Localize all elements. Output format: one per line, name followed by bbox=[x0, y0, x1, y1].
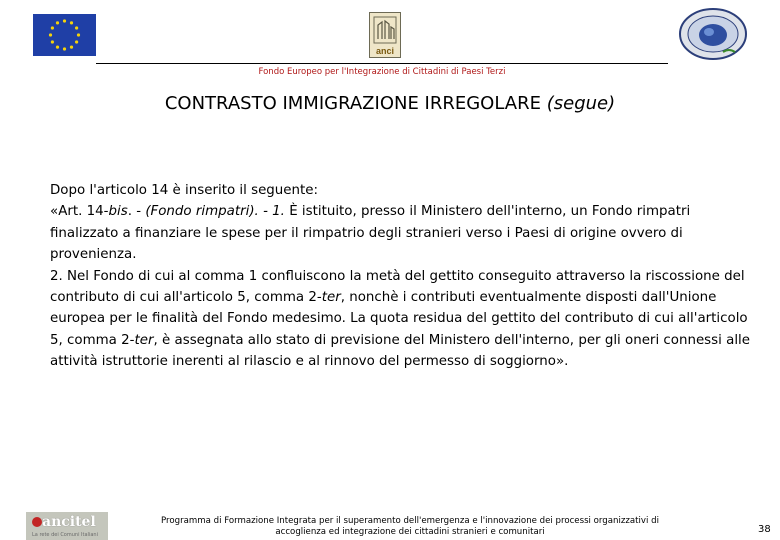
anci-logo bbox=[369, 12, 401, 58]
ancitel-logo bbox=[26, 512, 108, 540]
anci-emblem-icon bbox=[370, 13, 400, 47]
article-body bbox=[50, 180, 750, 373]
anci-logo-text: anci bbox=[375, 46, 394, 56]
intro-line: Dopo l'articolo 14 è inserito il seguente: bbox=[50, 183, 319, 198]
ancitel-mark-icon bbox=[32, 517, 42, 527]
paragraph-1-text: È istituito, presso il Ministero dell'interno, un Fondo rimpatri finalizzato a finanziare le spese per il rimpatrio degli stranieri verso i Paesi di origine ovvero di provenienza. bbox=[50, 204, 691, 263]
ter-term: ter bbox=[134, 332, 154, 348]
paragraph-2-part-b: , nonchè i contributi eventualmente disposti dall'Unione europea per le finalità del Fondo medesimo. La quota residua del gettito del contributo di cui all'articolo 5, comma 2- bbox=[50, 290, 748, 348]
article-dash: . - bbox=[127, 204, 146, 220]
fund-title: Fondo Europeo per l'Integrazione di Cittadini di Paesi Terzi bbox=[258, 67, 506, 77]
page-number: 38 bbox=[758, 524, 771, 535]
footer-program-text bbox=[120, 516, 700, 538]
article-bis: bis bbox=[108, 204, 128, 220]
seal-emblem-icon bbox=[679, 8, 747, 60]
eu-stars-icon bbox=[33, 14, 96, 56]
article-open: «Art. 14- bbox=[50, 204, 109, 220]
footer-line-2: accoglienza ed integrazione dei cittadini stranieri e comunitari bbox=[275, 527, 545, 537]
article-number: - 1. bbox=[258, 204, 285, 220]
seal-logo bbox=[679, 8, 747, 60]
paragraph-2-part-a: 2. Nel Fondo di cui al comma 1 confluiscono la metà del gettito conseguito attraverso la riscossione del contributo di cui all'articolo 5, comma 2- bbox=[50, 268, 745, 306]
ancitel-tagline: La rete dei Comuni Italiani bbox=[32, 532, 98, 538]
paragraph-1 bbox=[50, 201, 750, 265]
article-heading: (Fondo rimpatri). bbox=[145, 204, 259, 220]
ancitel-brand: ancitel bbox=[42, 514, 96, 530]
page-title-subtitle: (segue) bbox=[546, 93, 616, 114]
footer-line-1: Programma di Formazione Integrata per il superamento dell'emergenza e l'innovazione dei processi organizzativi di bbox=[161, 516, 659, 526]
page-title-main: CONTRASTO IMMIGRAZIONE IRREGOLARE bbox=[164, 93, 541, 114]
paragraph-2-part-c: , è assegnata allo stato di previsione del Ministero dell'interno, per gli oneri connessi alle attività istruttorie inerenti al rilascio e al rinnovo del permesso di soggiorno». bbox=[50, 332, 750, 370]
eu-flag-logo bbox=[33, 14, 96, 56]
header-divider bbox=[96, 63, 668, 64]
ter-term: ter bbox=[321, 290, 341, 306]
page-title bbox=[60, 92, 720, 116]
paragraph-2 bbox=[50, 266, 750, 373]
